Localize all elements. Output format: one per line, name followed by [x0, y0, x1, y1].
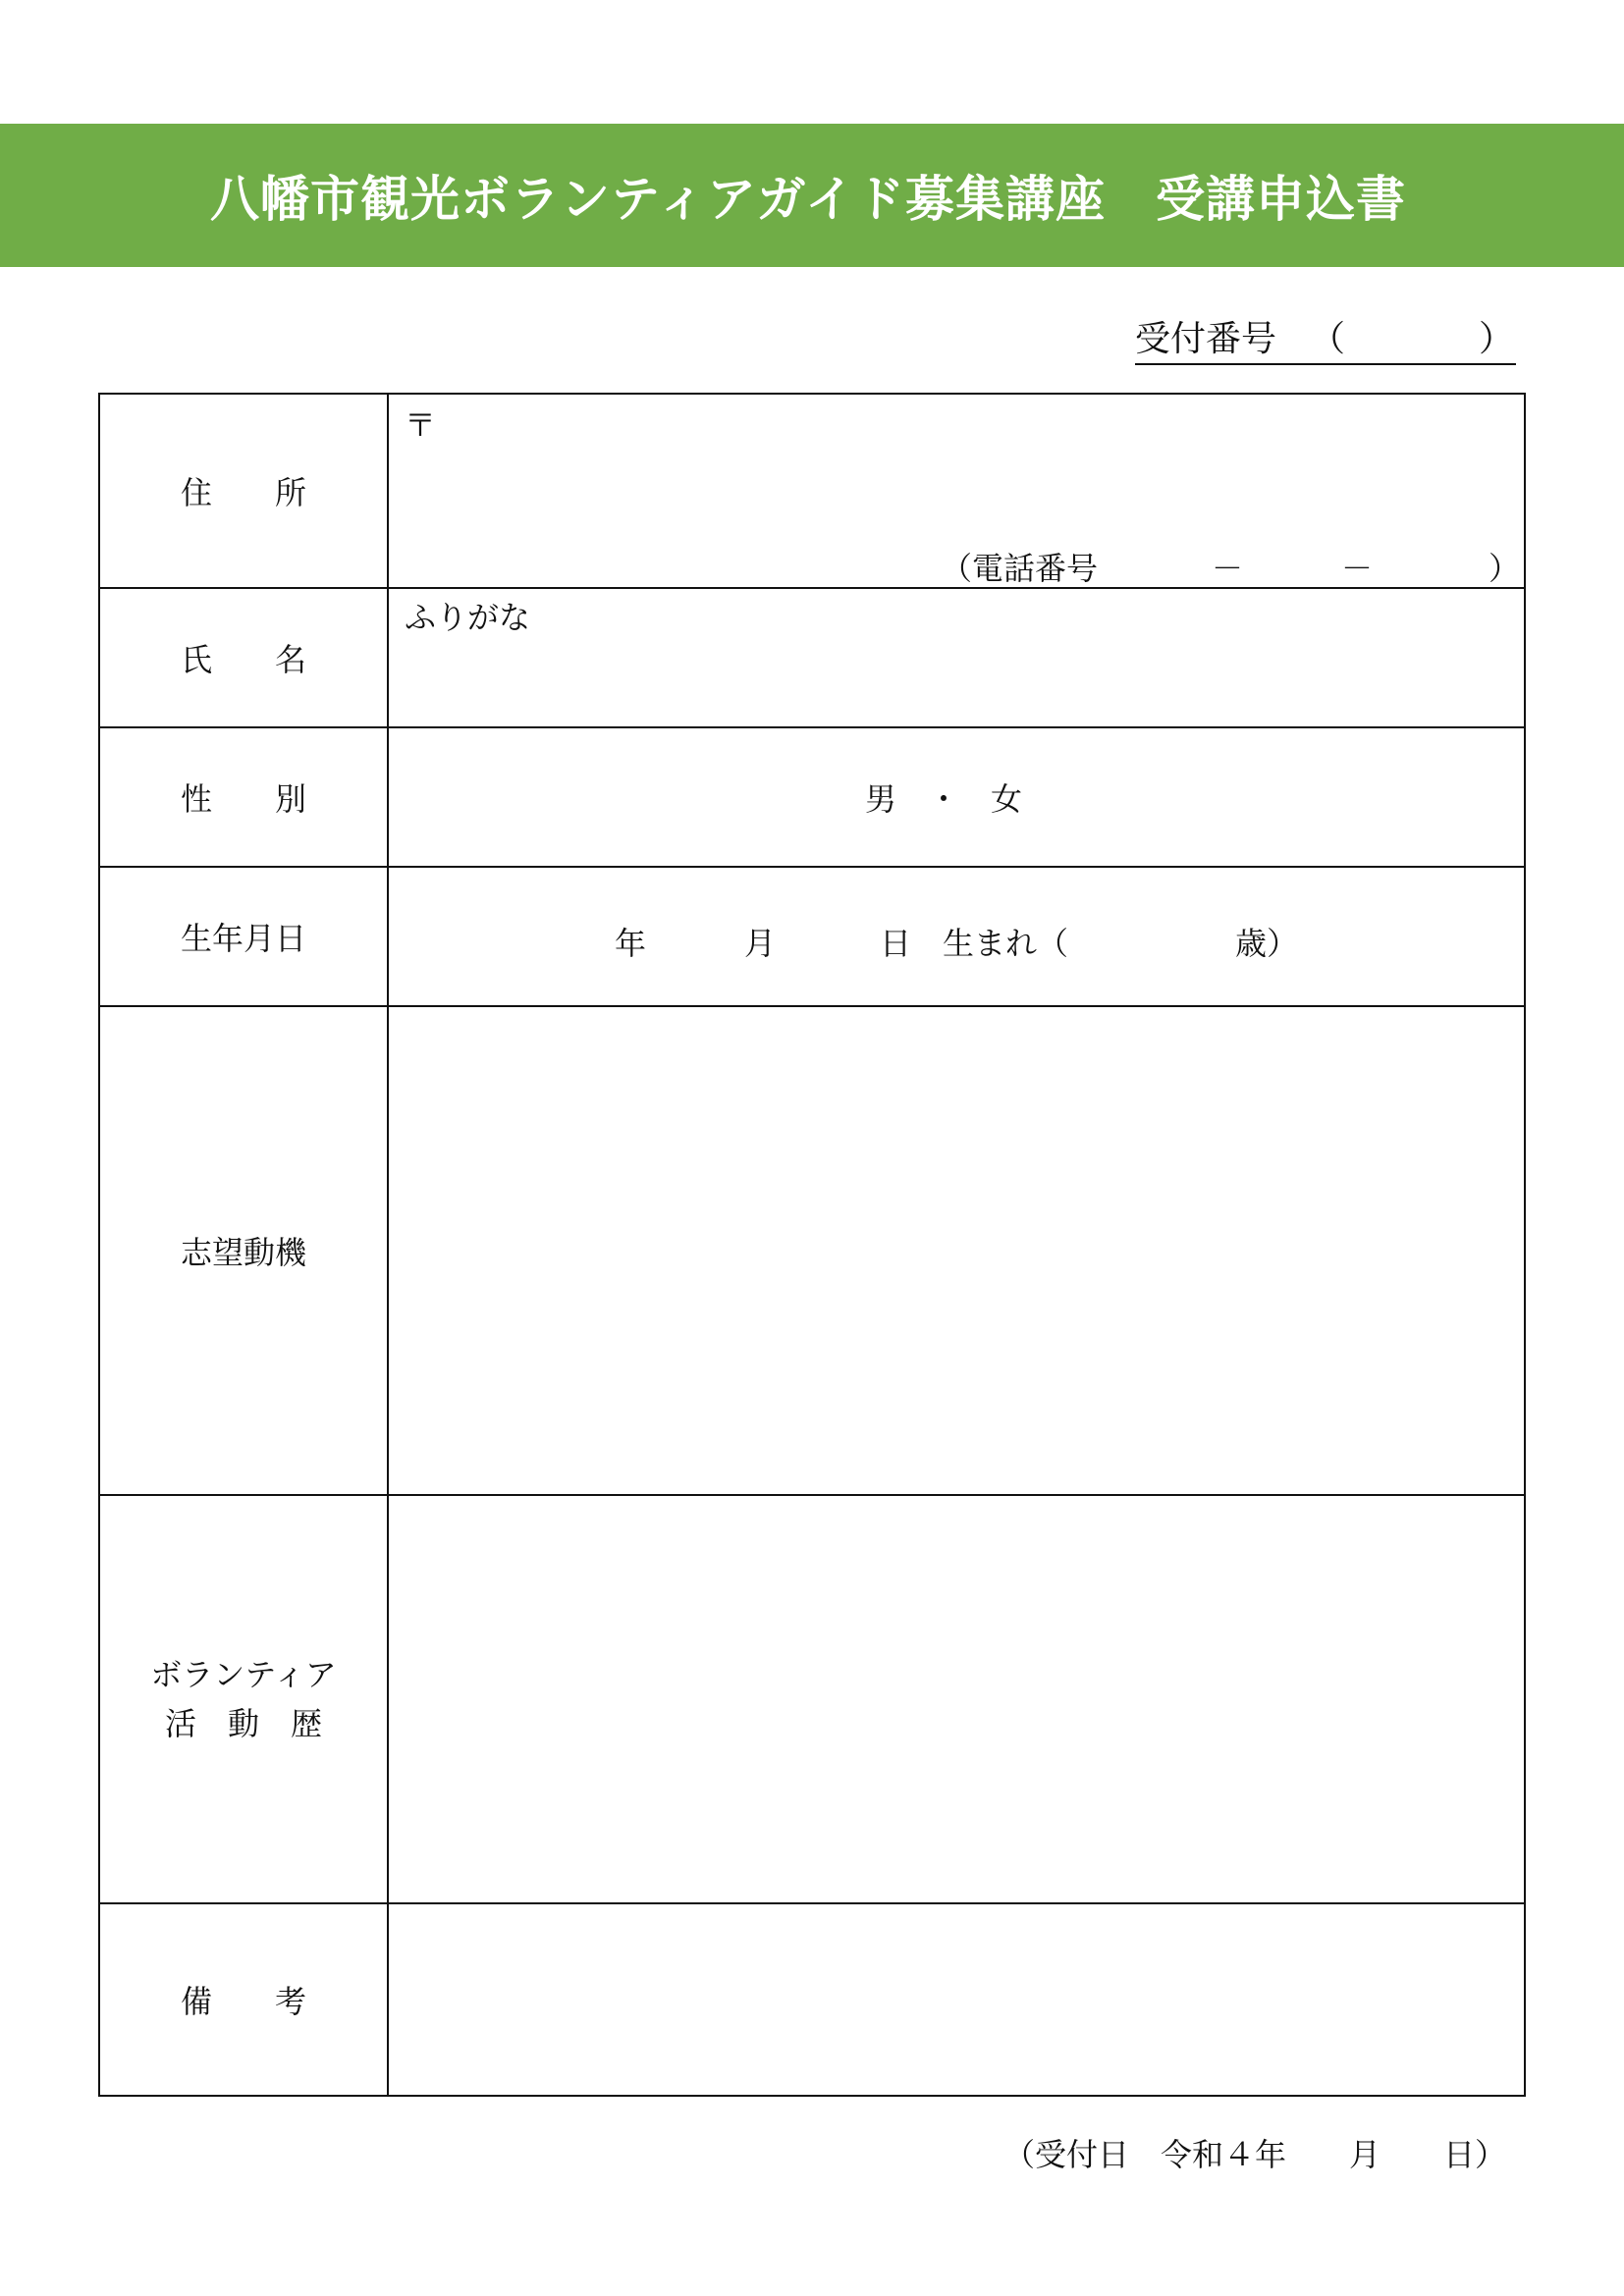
reception-number-label: 受付番号 — [1135, 319, 1277, 359]
name-field[interactable] — [388, 588, 1525, 727]
phone-paren-close: ） — [1489, 550, 1521, 587]
volunteer-history-field[interactable] — [388, 1495, 1525, 1903]
volunteer-label-line1: ボランティア — [150, 1656, 337, 1693]
gender-label: 性 別 — [180, 780, 306, 818]
birthdate-field[interactable] — [388, 867, 1525, 1006]
name-label-cell — [99, 588, 388, 727]
motivation-label-cell — [99, 1006, 388, 1495]
birth-day-unit: 日 — [880, 925, 912, 962]
row-gender — [99, 727, 1525, 867]
row-remarks — [99, 1903, 1525, 2096]
phone-label: （電話番号 — [941, 550, 1099, 587]
motivation-field[interactable] — [388, 1006, 1525, 1495]
motivation-label: 志望動機 — [180, 1234, 306, 1271]
volunteer-label-cell — [99, 1495, 388, 1903]
row-volunteer-history — [99, 1495, 1525, 1903]
remarks-label-cell — [99, 1903, 388, 2096]
reception-paren-close: ） — [1479, 319, 1515, 359]
address-label: 住 所 — [180, 474, 306, 511]
reception-number — [1135, 316, 1516, 365]
name-label: 氏 名 — [180, 641, 306, 678]
row-address — [99, 394, 1525, 588]
phone-dash-2: － — [1341, 550, 1374, 587]
remarks-label: 備 考 — [180, 1983, 306, 2020]
received-date: （受付日 令和４年 月 日） — [1003, 2136, 1507, 2173]
remarks-field[interactable] — [388, 1903, 1525, 2096]
gender-field[interactable] — [388, 727, 1525, 867]
age-unit: 歳） — [1235, 925, 1299, 962]
volunteer-label-line2: 活 動 歴 — [164, 1705, 322, 1742]
gender-options: 男 ・ 女 — [864, 780, 1022, 818]
title-banner — [0, 124, 1624, 267]
row-motivation — [99, 1006, 1525, 1495]
gender-label-cell — [99, 727, 388, 867]
birthdate-label-cell — [99, 867, 388, 1006]
phone-dash-1: － — [1212, 550, 1244, 587]
furigana-label: ふりがな — [405, 599, 531, 636]
page-title: 八幡市観光ボランティアガイド募集講座 受講申込書 — [210, 170, 1406, 228]
row-name — [99, 588, 1525, 727]
birth-year-unit: 年 — [615, 925, 647, 962]
postal-mark: 〒 — [405, 406, 437, 444]
birth-month-unit: 月 — [744, 925, 777, 962]
birthdate-label: 生年月日 — [180, 920, 306, 957]
reception-paren-open: （ — [1310, 319, 1346, 359]
row-birthdate — [99, 867, 1525, 1006]
application-form — [98, 393, 1526, 2097]
birth-born-label: 生まれ（ — [943, 925, 1069, 962]
address-field[interactable] — [388, 394, 1525, 588]
address-label-cell — [99, 394, 388, 588]
